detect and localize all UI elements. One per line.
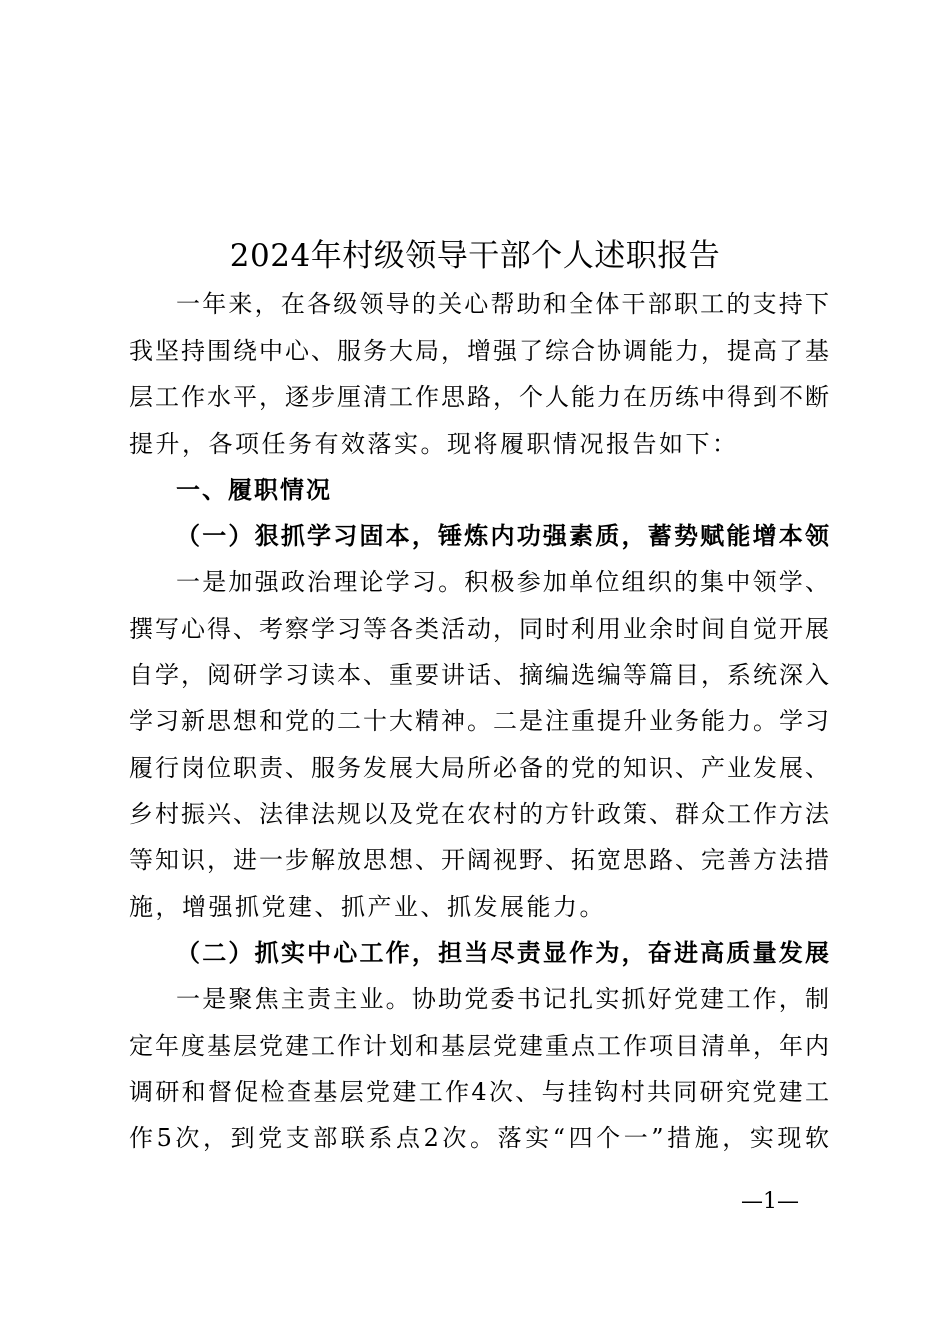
subsection-heading: （二）抓实中心工作，担当尽责显作为，奋进高质量发展 — [176, 938, 829, 967]
paragraph-line: 乡村振兴、法律法规以及党在农村的方针政策、群众工作方法 — [129, 800, 829, 828]
paragraph-line: 作5次，到党支部联系点2次。落实“四个一”措施，实现软 — [129, 1124, 829, 1152]
paragraph-line: 一是加强政治理论学习。积极参加单位组织的集中领学、 — [176, 568, 829, 596]
paragraph-line: 撰写心得、考察学习等各类活动，同时利用业余时间自觉开展 — [129, 615, 829, 643]
paragraph-line: 自学，阅研学习读本、重要讲话、摘编选编等篇目，系统深入 — [129, 661, 829, 689]
paragraph-line: 一是聚焦主责主业。协助党委书记扎实抓好党建工作，制 — [176, 985, 829, 1013]
section-heading: 一、履职情况 — [176, 476, 332, 504]
paragraph-line: 层工作水平，逐步厘清工作思路，个人能力在历练中得到不断 — [129, 383, 829, 411]
paragraph-line: 履行岗位职责、服务发展大局所必备的党的知识、产业发展、 — [129, 754, 829, 782]
paragraph-line: 提升，各项任务有效落实。现将履职情况报告如下： — [129, 430, 739, 458]
paragraph-line: 我坚持围绕中心、服务大局，增强了综合协调能力，提高了基 — [129, 337, 829, 365]
paragraph-line: 等知识，进一步解放思想、开阔视野、拓宽思路、完善方法措 — [129, 846, 829, 874]
paragraph-line: 施，增强抓党建、抓产业、抓发展能力。 — [129, 893, 606, 921]
paragraph-line: 定年度基层党建工作计划和基层党建重点工作项目清单，年内 — [129, 1032, 829, 1060]
paragraph-line: 调研和督促检查基层党建工作4次、与挂钩村共同研究党建工 — [129, 1078, 829, 1106]
paragraph-line: 一年来，在各级领导的关心帮助和全体干部职工的支持下 — [176, 290, 829, 318]
page-number: —1— — [741, 1189, 799, 1214]
document-title: 2024年村级领导干部个人述职报告 — [229, 238, 721, 274]
subsection-heading: （一）狠抓学习固本，锤炼内功强素质，蓄势赋能增本领 — [176, 521, 829, 550]
paragraph-line: 学习新思想和党的二十大精神。二是注重提升业务能力。学习 — [129, 707, 829, 735]
